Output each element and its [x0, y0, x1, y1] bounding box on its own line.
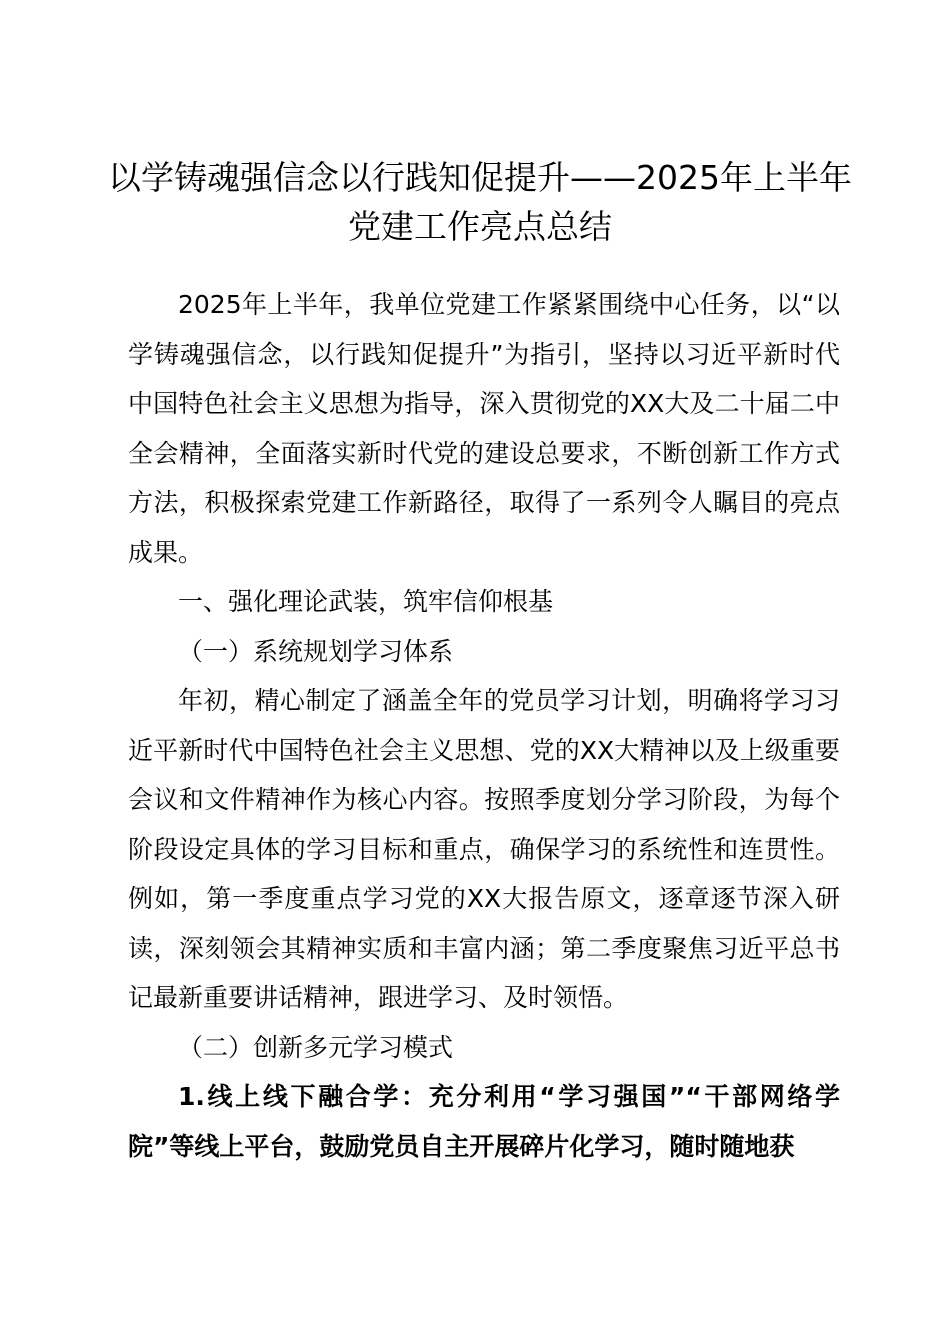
section-heading-1: 一、强化理论武装，筑牢信仰根基 [178, 587, 554, 616]
document-body [128, 280, 840, 1171]
intro-paragraph: 2025年上半年，我单位党建工作紧紧围绕中心任务，以“以学铸魂强信念，以行践知促提升”为指引，坚持以习近平新时代中国特色社会主义思想为指导，深入贯彻党的XX大及二十届二中全会精神，全面落实新时代党的建设总要求，不断创新工作方式方法，积极探索党建工作新路径，取得了一系列令人瞩目的亮点成果。 [128, 290, 840, 567]
subsection-1-paragraph: 年初，精心制定了涵盖全年的党员学习计划，明确将学习习近平新时代中国特色社会主义思想、党的XX大精神以及上级重要会议和文件精神作为核心内容。按照季度划分学习阶段，为每个阶段设定具体的学习目标和重点，确保学习的系统性和连贯性。例如，第一季度重点学习党的XX大报告原文，逐章逐节深入研读，深刻领会其精神实质和丰富内涵；第二季度聚焦习近平总书记最新重要讲话精神，跟进学习、及时领悟。 [128, 686, 840, 1012]
subsection-heading-1: （一）系统规划学习体系 [178, 636, 454, 666]
item-1-paragraph: 1.线上线下融合学：充分利用“学习强国”“干部网络学院”等线上平台，鼓励党员自主开展碎片化学习，随时随地获 [128, 1082, 840, 1161]
document-title: 以学铸魂强信念以行践知促提升——2025年上半年党建工作亮点总结 [108, 158, 852, 246]
subsection-heading-2: （二）创新多元学习模式 [178, 1032, 454, 1062]
